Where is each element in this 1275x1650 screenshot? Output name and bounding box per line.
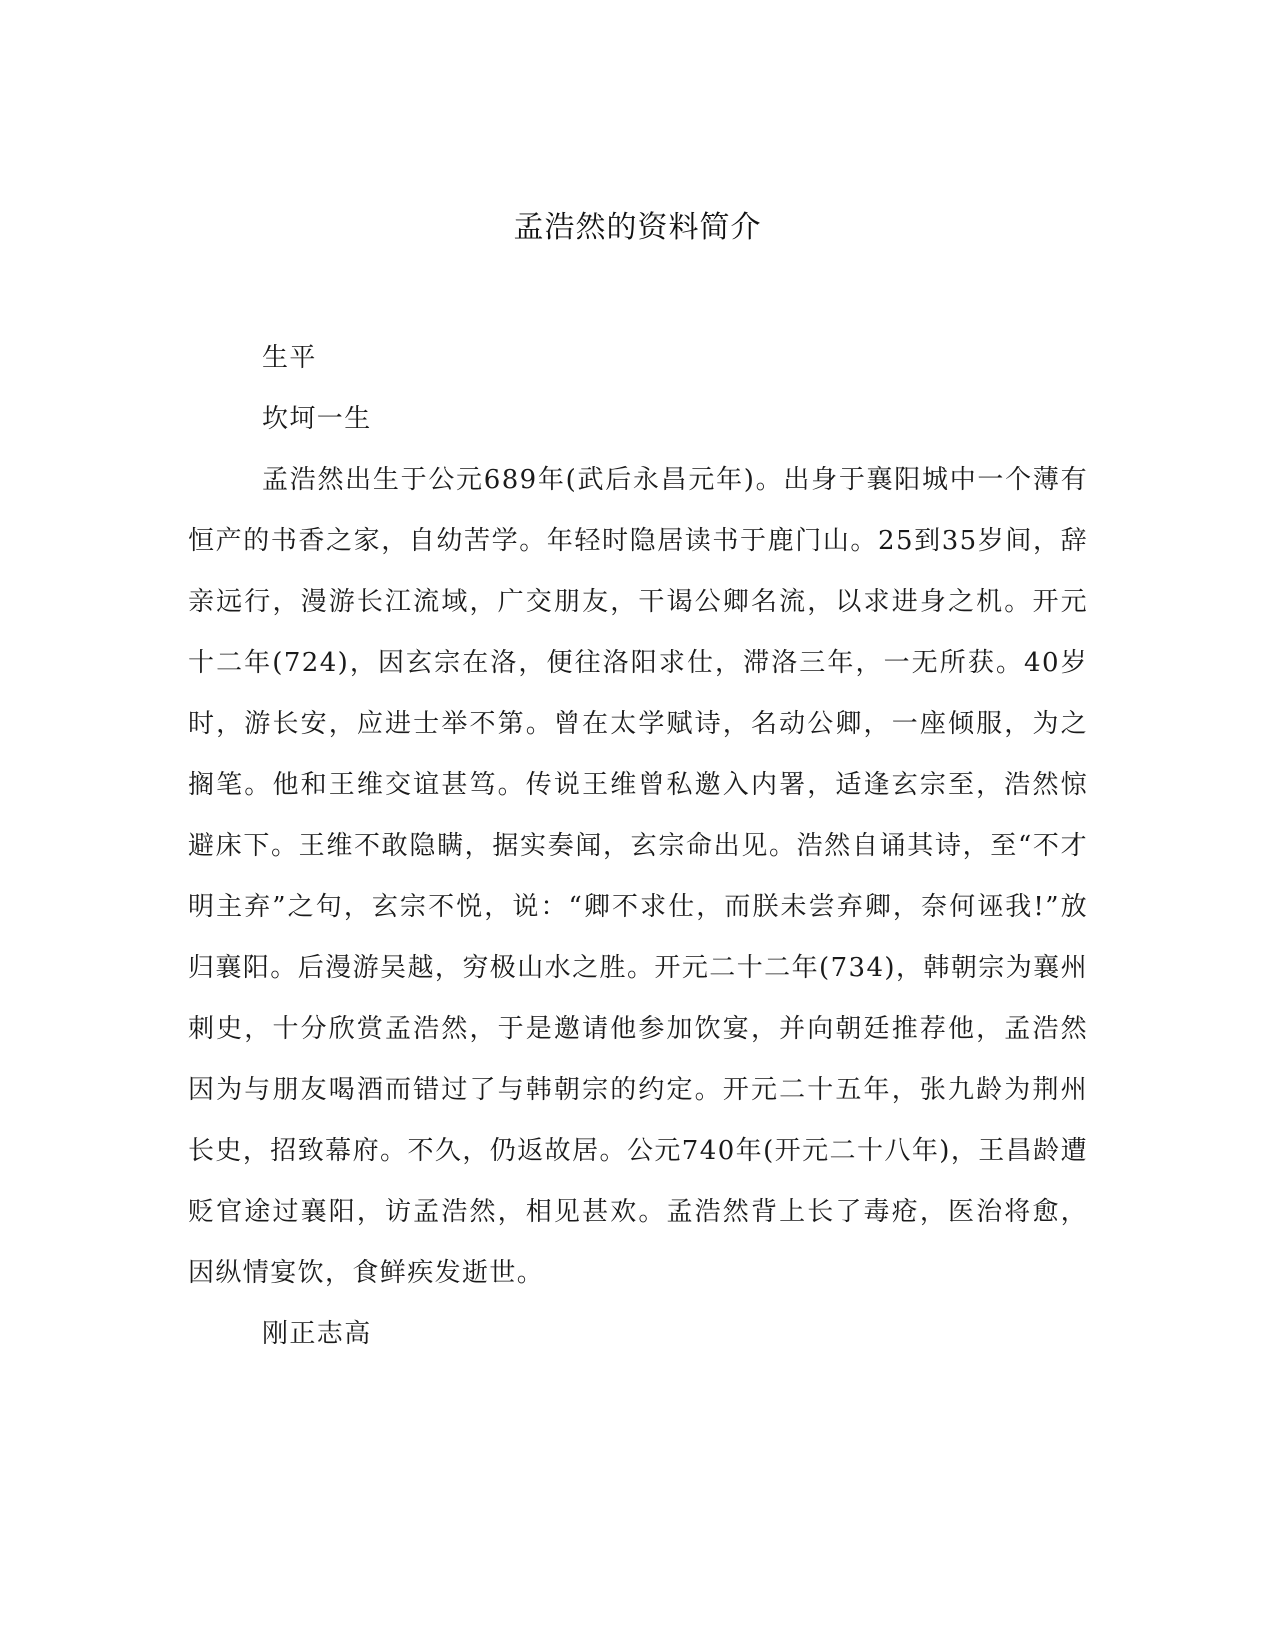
document-title: 孟浩然的资料简介 <box>513 210 762 245</box>
subsection-heading-integrity: 刚正志高 <box>262 1319 372 1349</box>
subsection-heading-hardships: 坎坷一生 <box>262 404 372 434</box>
section-heading-biography: 生平 <box>262 343 317 373</box>
body-paragraph: 孟浩然出生于公元689年(武后永昌元年)。出身于襄阳城中一个薄有恒产的书香之家，自幼苦学。年轻时隐居读书于鹿门山。25到35岁间，辞亲远行，漫游长江流域，广交朋友，干谒公卿名流，以求进身之机。开元十二年(724)，因玄宗在洛，便往洛阳求仕，滞洛三年，一无所获。40岁时，游长安，应进士举不第。曾在太学赋诗，名动公卿，一座倾服，为之搁笔。他和王维交谊甚笃。传说王维曾私邀入内署，适逢玄宗至，浩然惊避床下。王维不敢隐瞒，据实奏闻，玄宗命出见。浩然自诵其诗，至“不才明主弃”之句，玄宗不悦，说：“卿不求仕，而朕未尝弃卿，奈何诬我!”放归襄阳。后漫游吴越，穷极山水之胜。开元二十二年(734)，韩朝宗为襄州刺史，十分欣赏孟浩然，于是邀请他参加饮宴，并向朝廷推荐他，孟浩然因为与朋友喝酒而错过了与韩朝宗的约定。开元二十五年，张九龄为荆州长史，招致幕府。不久，仍返故居。公元740年(开元二十八年)，王昌龄遭贬官途过襄阳，访孟浩然，相见甚欢。孟浩然背上长了毒疮，医治将愈，因纵情宴饮，食鲜疾发逝世。 <box>188 465 1088 1288</box>
document-body <box>188 328 1088 1365</box>
